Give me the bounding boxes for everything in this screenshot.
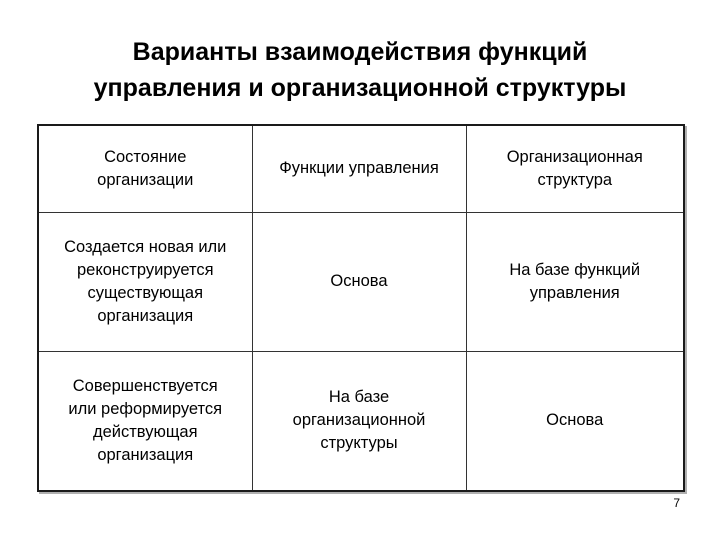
slide-title-line-2: управления и организационной структуры: [93, 74, 627, 102]
comparison-grid: [39, 126, 683, 490]
header-organizational-structure: Организационная структура: [466, 126, 683, 212]
table-cell-functions: Основа: [252, 212, 466, 351]
table-header-row: [39, 126, 683, 212]
table-cell-structure: Основа: [466, 351, 683, 490]
header-management-functions: Функции управления: [252, 126, 466, 212]
table-row: [39, 212, 683, 351]
slide-title-line-1: Варианты взаимодействия функций: [132, 38, 588, 66]
table-cell-state: Создается новая или реконструируется существующая организация: [39, 212, 252, 351]
header-organization-state: Состояние организации: [39, 126, 252, 212]
page-number: 7: [673, 496, 680, 510]
comparison-table: [37, 124, 685, 492]
table-cell-functions: На базе организационной структуры: [252, 351, 466, 490]
table-cell-structure: На базе функций управления: [466, 212, 683, 351]
table-cell-state: Совершенствуется или реформируется действующая организация: [39, 351, 252, 490]
slide-title: [0, 34, 720, 106]
table-row: [39, 351, 683, 490]
